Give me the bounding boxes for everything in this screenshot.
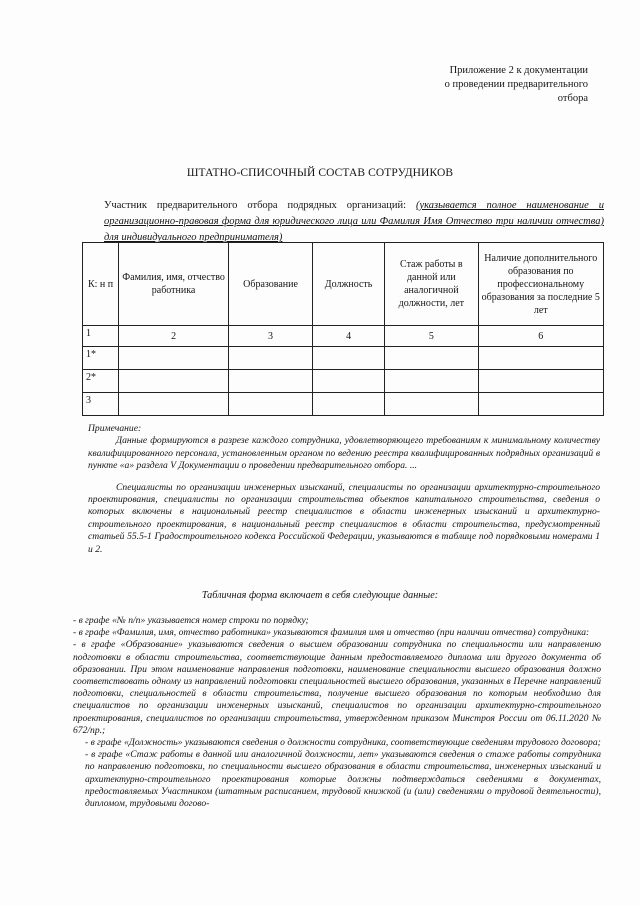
list-item: - в графе «Фамилия, имя, отчество работника» указываются фамилия имя и отчество (при наличии отчества) сотрудника: (73, 627, 590, 639)
col-header-additional-education: Наличие дополнительного образования по профессиональному образования за последние 5 лет (478, 243, 603, 326)
annex-line-2: о проведении предварительного (444, 79, 588, 90)
tabular-items (73, 615, 601, 810)
annex-line-3: отбора (557, 93, 588, 104)
list-item: - в графе «Стаж работы в данной или аналогичной должности, лет» указываются сведения о стаже работы сотрудника по направлению подготовки, по специальности высшего образования в области строительства, инженерных изысканий и архитектурно-строительного проектирования которые должны подтверждаться сведениями в документах, предоставляемых Участником (штатным расписанием, трудовой книжкой (и (или) сведениями о трудовой деятельности), дипломом, трудовыми догово- (85, 749, 601, 810)
col-header-name: Фамилия, имя, отчество работника (119, 243, 229, 326)
notes-p1-tail: ... (409, 460, 418, 472)
col-header-position: Должность (313, 243, 385, 326)
annex-line-1: Приложение 2 к документации (449, 65, 588, 76)
table-cell (229, 347, 313, 370)
table-row (83, 393, 604, 416)
table-cell (385, 347, 478, 370)
table-row (83, 370, 604, 393)
table-cell (229, 393, 313, 416)
table-cell (478, 393, 603, 416)
table-cell (385, 393, 478, 416)
col-header-experience: Стаж работы в данной или аналогичной должности, лет (385, 243, 478, 326)
notes-section (88, 423, 600, 556)
table-number-row (83, 326, 604, 347)
list-item: - в графе «Должность» указываются сведения о должности сотрудника, соответствующие сведениям трудового договора; (85, 737, 601, 749)
table-cell (478, 370, 603, 393)
col-number-cell: 4 (313, 326, 385, 347)
table-cell (119, 393, 229, 416)
table-header-row (83, 243, 604, 326)
table-cell (385, 370, 478, 393)
row-number-cell: 3 (83, 393, 119, 416)
table-cell (119, 347, 229, 370)
staff-table (82, 242, 604, 416)
notes-paragraph-1 (88, 435, 600, 472)
table-cell (313, 347, 385, 370)
list-item: - в графе «№ п/п» указывается номер строки по порядку; (73, 615, 309, 626)
table-cell (478, 347, 603, 370)
table-cell (119, 370, 229, 393)
col-number-cell: 6 (478, 326, 603, 347)
list-item: - в графе «Образование» указываются сведения о высшем образовании сотрудника по специальности или направлению подготовки в области строительства, соответствующие данным предоставляемого диплома или другого документа об образовании. При этом наименование направления подготовки, наименование специальности высшего образования должно соответствовать одному из направлений подготовки специальностей высшего образования, указанных в Перечне направлений подготовки, специальностей в области строительства, получение высшего образования по которым необходимо для специалистов по организации инженерных изысканий, специалистов по организации архитектурно-строительного проектирования, специалистов по организации строительства, утвержденном приказом Минстроя России от 06.11.2020 № 672/пр.; (73, 639, 601, 736)
document-title: ШТАТНО-СПИСОЧНЫЙ СОСТАВ СОТРУДНИКОВ (186, 167, 454, 179)
col-number-cell: 5 (385, 326, 478, 347)
tabular-heading: Табличная форма включает в себя следующие данные: (201, 590, 439, 601)
intro-lead: Участник предварительного отбора подрядных организаций: (104, 200, 416, 211)
notes-p1-text: Данные формируются в разрезе каждого сотрудника, удовлетворяющего требованиям к минимальному количеству квалифицированного персонала, установленным органом по ведению реестра квалифицированных подрядных организаций в пункте «а» раздела V Документации о проведении предварительного отбора. (88, 435, 600, 472)
col-number-cell: 2 (119, 326, 229, 347)
annex-reference (368, 64, 588, 106)
table-row (83, 347, 604, 370)
intro-italic: (указывается полное наименование и организационно-правовая форма для юридического лица или Фамилия Имя Отчество три наличии отчества) для индивидуального предпринимателя) (104, 200, 605, 243)
col-header-education: Образование (229, 243, 313, 326)
notes-label: Примечание: (88, 423, 142, 434)
col-number-cell: 1 (83, 326, 119, 347)
notes-paragraph-2: Специалисты по организации инженерных изысканий, специалисты по организации архитектурно-строительного проектирования, специалисты по организации строительства объектов капитального строительства, сведения о которых включены в национальный реестр специалистов в области инженерных изысканий и архитектурно-строительного проектирования, в национальный реестр специалистов в области строительства, предусмотренный статьей 55.5-1 Градостроительного кодекса Российской Федерации, указываются в таблице под порядковыми номерами 1 и 2. (88, 481, 600, 555)
row-number-cell: 2* (83, 370, 119, 393)
col-number-cell: 3 (229, 326, 313, 347)
participant-intro (104, 198, 604, 246)
table-cell (313, 370, 385, 393)
row-number-cell: 1* (83, 347, 119, 370)
col-header-number: К: н п (83, 243, 119, 326)
table-cell (313, 393, 385, 416)
table-cell (229, 370, 313, 393)
